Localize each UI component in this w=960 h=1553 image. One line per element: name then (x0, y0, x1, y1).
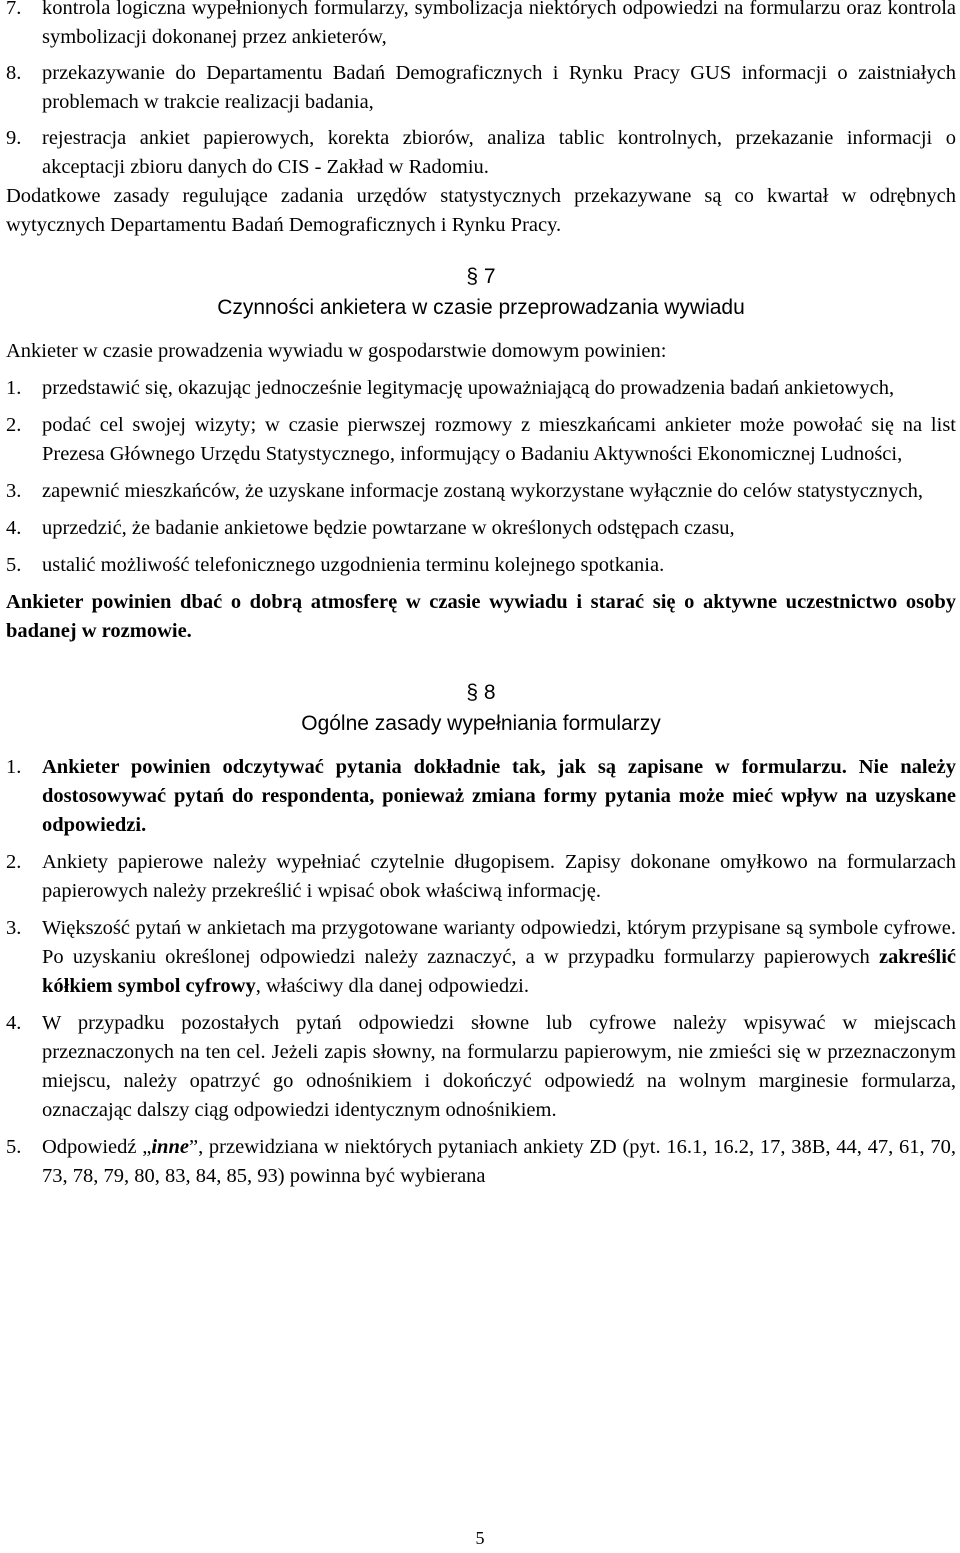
list-text: Ankiety papierowe należy wypełniać czytelnie długopisem. Zapisy dokonane omyłkowo na formularzach papierowych należy przekreślić i wpisać obok właściwą informację. (42, 851, 956, 902)
list-item (6, 551, 956, 580)
section-title: Ogólne zasady wypełniania formularzy (301, 712, 661, 735)
list-number: 1. (6, 377, 22, 399)
list-text-part: ”, przewidziana w niektórych pytaniach ankiety ZD (pyt. 16.1, 16.2, 17, 38B, 44, 47, 61, 70, 73, 78, 79, 80, 83, 84, 85, 93) powinna być wybierana (42, 1136, 957, 1187)
list-text (42, 1133, 956, 1191)
list-number: 4. (6, 1012, 22, 1034)
list-item (6, 59, 956, 117)
list-text-part: Odpowiedź „ (42, 1136, 152, 1158)
list-number: 5. (6, 554, 22, 576)
page-number: 5 (475, 1528, 485, 1548)
list-item (6, 514, 956, 543)
list-number: 8. (6, 62, 22, 84)
section-number: § 8 (466, 681, 496, 704)
list-item (6, 1009, 956, 1125)
list-item (6, 753, 956, 840)
list-number: 7. (6, 0, 22, 19)
list-number: 3. (6, 480, 22, 502)
list-number: 3. (6, 917, 22, 939)
document-page (6, 0, 956, 1191)
bold-note: Ankieter powinien dbać o dobrą atmosferę w czasie wywiadu i starać się o aktywne uczestnictwo osoby badanej w rozmowie. (6, 591, 956, 642)
section-intro: Ankieter w czasie prowadzenia wywiadu w gospodarstwie domowym powinien: (6, 340, 667, 362)
list-number: 2. (6, 851, 22, 873)
list-text: zapewnić mieszkańców, że uzyskane informacje zostaną wykorzystane wyłącznie do celów statystycznych, (42, 480, 923, 502)
list-text-part: , właściwy dla danej odpowiedzi. (255, 975, 529, 997)
list-text-part: Większość pytań w ankietach ma przygotowane warianty odpowiedzi, którym przypisane są symbole cyfrowe. Po uzyskaniu określonej odpowiedzi należy zaznaczyć, a w przypadku formularzy papierowych (42, 917, 956, 968)
section-number: § 7 (466, 265, 496, 288)
list-number: 5. (6, 1136, 22, 1158)
list-item (6, 124, 956, 182)
list-number: 4. (6, 517, 22, 539)
list-number: 9. (6, 127, 22, 149)
list-number: 1. (6, 756, 22, 778)
list-text: przekazywanie do Departamentu Badań Demograficznych i Rynku Pracy GUS informacji o zaistniałych problemach w trakcie realizacji badania, (42, 62, 956, 113)
list-item (6, 411, 956, 469)
list-item (6, 374, 956, 403)
list-text: rejestracja ankiet papierowych, korekta zbiorów, analiza tablic kontrolnych, przekazanie informacji o akceptacji zbioru danych do CIS - Zakład w Radomiu. (42, 127, 956, 178)
emphasis-bold: zakreślić kółkiem symbol cyfrowy (42, 946, 956, 997)
list-item (6, 477, 956, 506)
list-item (6, 1133, 956, 1191)
extra-paragraph: Dodatkowe zasady regulujące zadania urzędów statystycznych przekazywane są co kwartał w odrębnych wytycznych Departamentu Badań Demograficznych i Rynku Pracy. (6, 185, 956, 236)
list-item (6, 848, 956, 906)
list-text: ustalić możliwość telefonicznego uzgodnienia terminu kolejnego spotkania. (42, 554, 665, 576)
list-item (6, 914, 956, 1001)
section-title: Czynności ankietera w czasie przeprowadzania wywiadu (217, 296, 745, 319)
list-text (42, 914, 956, 1001)
list-text: uprzedzić, że badanie ankietowe będzie powtarzane w określonych odstępach czasu, (42, 517, 735, 539)
list-number: 2. (6, 414, 22, 436)
emphasis-bold-italic: inne (151, 1136, 189, 1158)
list-text: przedstawić się, okazując jednocześnie legitymację upoważniającą do prowadzenia badań ankietowych, (42, 377, 895, 399)
list-item (6, 0, 956, 52)
list-text: Ankieter powinien odczytywać pytania dokładnie tak, jak są zapisane w formularzu. Nie należy dostosowywać pytań do respondenta, ponieważ zmiana formy pytania może mieć wpływ na uzyskane odpowiedzi. (42, 756, 956, 836)
list-text: podać cel swojej wizyty; w czasie pierwszej rozmowy z mieszkańcami ankieter może powołać się na list Prezesa Głównego Urzędu Statystycznego, informujący o Badaniu Aktywności Ekonomicznej Ludności, (42, 414, 956, 465)
list-text: W przypadku pozostałych pytań odpowiedzi słowne lub cyfrowe należy wpisywać w miejscach przeznaczonych na ten cel. Jeżeli zapis słowny, na formularzu papierowym, nie zmieści się w przeznaczonym miejscu, należy opatrzyć go odnośnikiem i dokończyć odpowiedź na wolnym marginesie formularza, oznaczając dalszy ciąg odpowiedzi identycznym odnośnikiem. (42, 1012, 956, 1121)
list-text: kontrola logiczna wypełnionych formularzy, symbolizacja niektórych odpowiedzi na formularzu oraz kontrola symbolizacji dokonanej przez ankieterów, (42, 0, 956, 48)
